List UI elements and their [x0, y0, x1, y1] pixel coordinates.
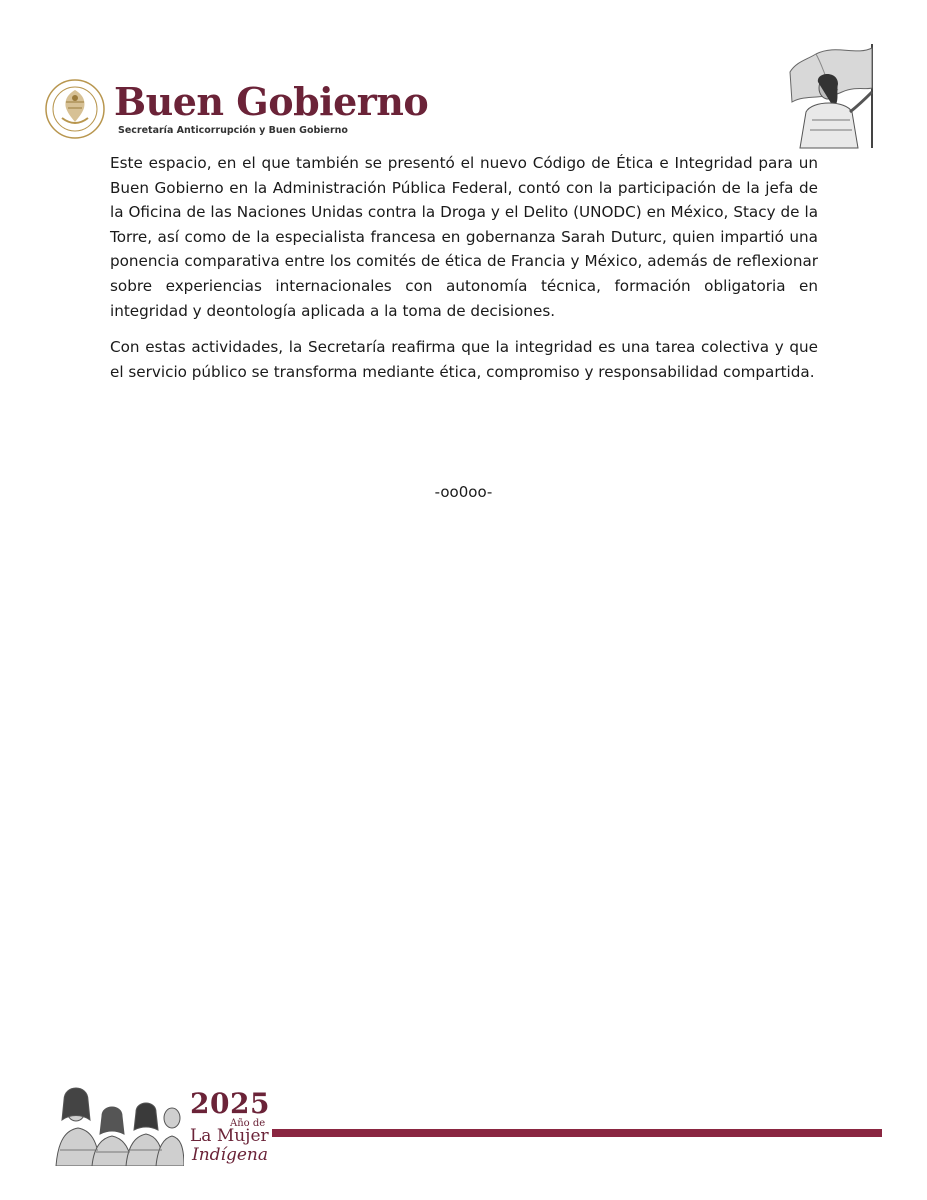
body-text	[110, 151, 818, 396]
header-logo	[44, 78, 428, 140]
year-caption-line3: Indígena	[192, 1145, 269, 1165]
indigenous-women-illustration	[52, 1080, 184, 1166]
year-logo	[190, 1087, 270, 1165]
year-caption-line2: La Mujer	[190, 1126, 269, 1146]
body-paragraph: Este espacio, en el que también se presentó el nuevo Código de Ética e Integridad para un Buen Gobierno en la Administración Pública Federal, contó con la participación de la jefa de la Oficina de las Naciones Unidas contra la Droga y el Delito (UNODC) en México, Stacy de la Torre, así como de la especialista francesa en gobernanza Sarah Duturc, quien impartió una ponencia comparativa entre los comités de ética de Francia y México, además de reflexionar sobre experiencias internacionales con autonomía técnica, formación obligatoria en integridad y deontología aplicada a la toma de decisiones.	[110, 154, 818, 320]
brand-subtitle: Secretaría Anticorrupción y Buen Gobierno	[118, 125, 348, 136]
national-seal-icon	[44, 78, 106, 140]
year-caption-line1: Año de	[230, 1118, 266, 1129]
brand-title: Buen Gobierno	[114, 79, 429, 124]
year-number: 2025	[190, 1087, 270, 1120]
footer-bar	[272, 1129, 882, 1137]
body-paragraph: Con estas actividades, la Secretaría reafirma que la integridad es una tarea colectiva y que el servicio público se transforma mediante ética, compromiso y responsabilidad compartida.	[110, 338, 818, 381]
flag-woman-illustration	[776, 42, 882, 150]
closing-mark: -oo0oo-	[434, 483, 493, 501]
